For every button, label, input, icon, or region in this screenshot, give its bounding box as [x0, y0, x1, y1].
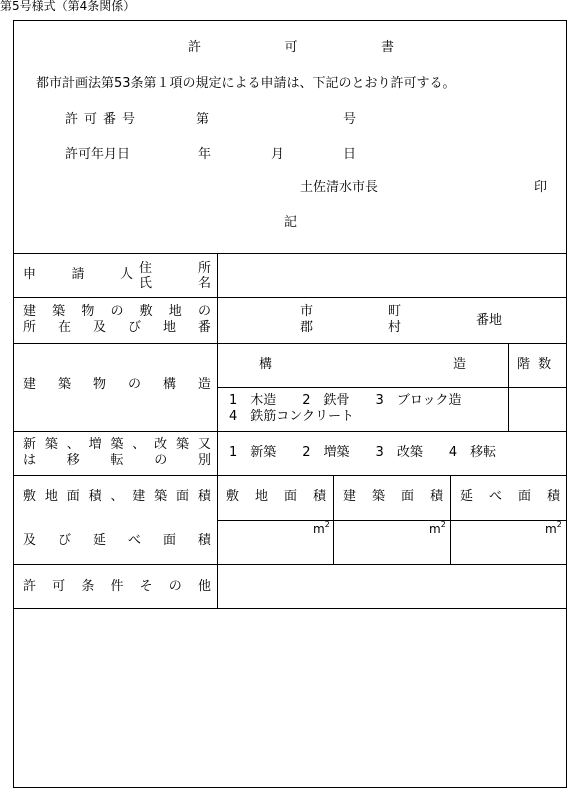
- rule-label-column: [217, 253, 218, 608]
- location-label-line2: 所 在 及 び 地 番: [23, 320, 211, 335]
- rule-area-header: [217, 520, 567, 521]
- location-village: 村: [388, 320, 402, 335]
- site-area-unit: $m^2$: [313, 520, 330, 536]
- rule-area-bottom: [13, 564, 567, 565]
- area-label-line1: 敷 地 面 積 、 建 築 面 積: [23, 489, 211, 504]
- total-floor-area-unit: $m^2$: [545, 520, 562, 536]
- conditions-label: 許 可 条 件 そ の 他: [23, 579, 211, 594]
- issuer-name: 土佐清水市長: [300, 180, 379, 195]
- site-area-header: 敷 地 面 積: [226, 489, 326, 504]
- construction-type-options: 1 新築 2 増築 3 改築 4 移転: [229, 445, 497, 460]
- permit-date-day: 日: [343, 147, 357, 162]
- permit-title: 許 可 書: [188, 40, 394, 55]
- rule-header-bottom: [13, 253, 567, 254]
- structure-label: 建 築 物 の 構 造: [23, 377, 211, 392]
- permit-number-label: 許可番号: [65, 112, 142, 127]
- location-city: 市: [300, 304, 314, 319]
- total-floor-area-header: 延 べ 面 積: [460, 489, 560, 504]
- permit-date-year: 年: [198, 147, 212, 162]
- rule-applicant-bottom: [13, 297, 567, 298]
- applicant-name-label: 氏 名: [139, 276, 211, 291]
- permit-date-label: 許可年月日: [65, 147, 131, 162]
- rule-area-col2: [333, 475, 334, 564]
- construction-type-label-line2: は 移 転 の 別: [23, 453, 211, 468]
- structure-options-line1: 1 木造 2 鉄骨 3 ブロック造: [229, 393, 462, 408]
- floors-column-header: 階 数: [517, 357, 554, 372]
- structure-column-header: 構 造: [259, 357, 466, 372]
- seal-mark: 印: [534, 180, 548, 195]
- permit-number-suffix: 号: [343, 112, 357, 127]
- rule-conditions-bottom: [13, 608, 567, 609]
- location-label-line1: 建 築 物 の 敷 地 の: [23, 304, 211, 319]
- rule-floors-column: [508, 343, 509, 431]
- rule-area-col3: [450, 475, 451, 564]
- ki-heading: 記: [284, 215, 298, 230]
- building-area-header: 建 築 面 積: [343, 489, 443, 504]
- area-label-line2: 及 び 延 べ 面 積: [23, 533, 211, 548]
- permit-statement: 都市計画法第53条第１項の規定による申請は、下記のとおり許可する。: [36, 76, 456, 91]
- permit-date-month: 月: [271, 147, 285, 162]
- location-town: 町: [388, 304, 402, 319]
- rule-location-bottom: [13, 343, 567, 344]
- applicant-label: 申 請 人: [23, 267, 133, 282]
- construction-type-label-line1: 新 築 、 増 築 、 改 築 又: [23, 437, 211, 452]
- building-area-unit: $m^2$: [429, 520, 446, 536]
- location-lot-number: 番地: [476, 313, 503, 328]
- permit-number-prefix: 第: [196, 112, 210, 127]
- rule-construction-bottom: [13, 475, 567, 476]
- location-county: 郡: [300, 320, 314, 335]
- structure-options-line2: 4 鉄筋コンクリート: [229, 409, 355, 424]
- rule-structure-header: [217, 387, 567, 388]
- rule-structure-bottom: [13, 431, 567, 432]
- form-label: 第5号様式（第4条関係）: [0, 0, 136, 13]
- applicant-address-label: 住 所: [139, 261, 211, 276]
